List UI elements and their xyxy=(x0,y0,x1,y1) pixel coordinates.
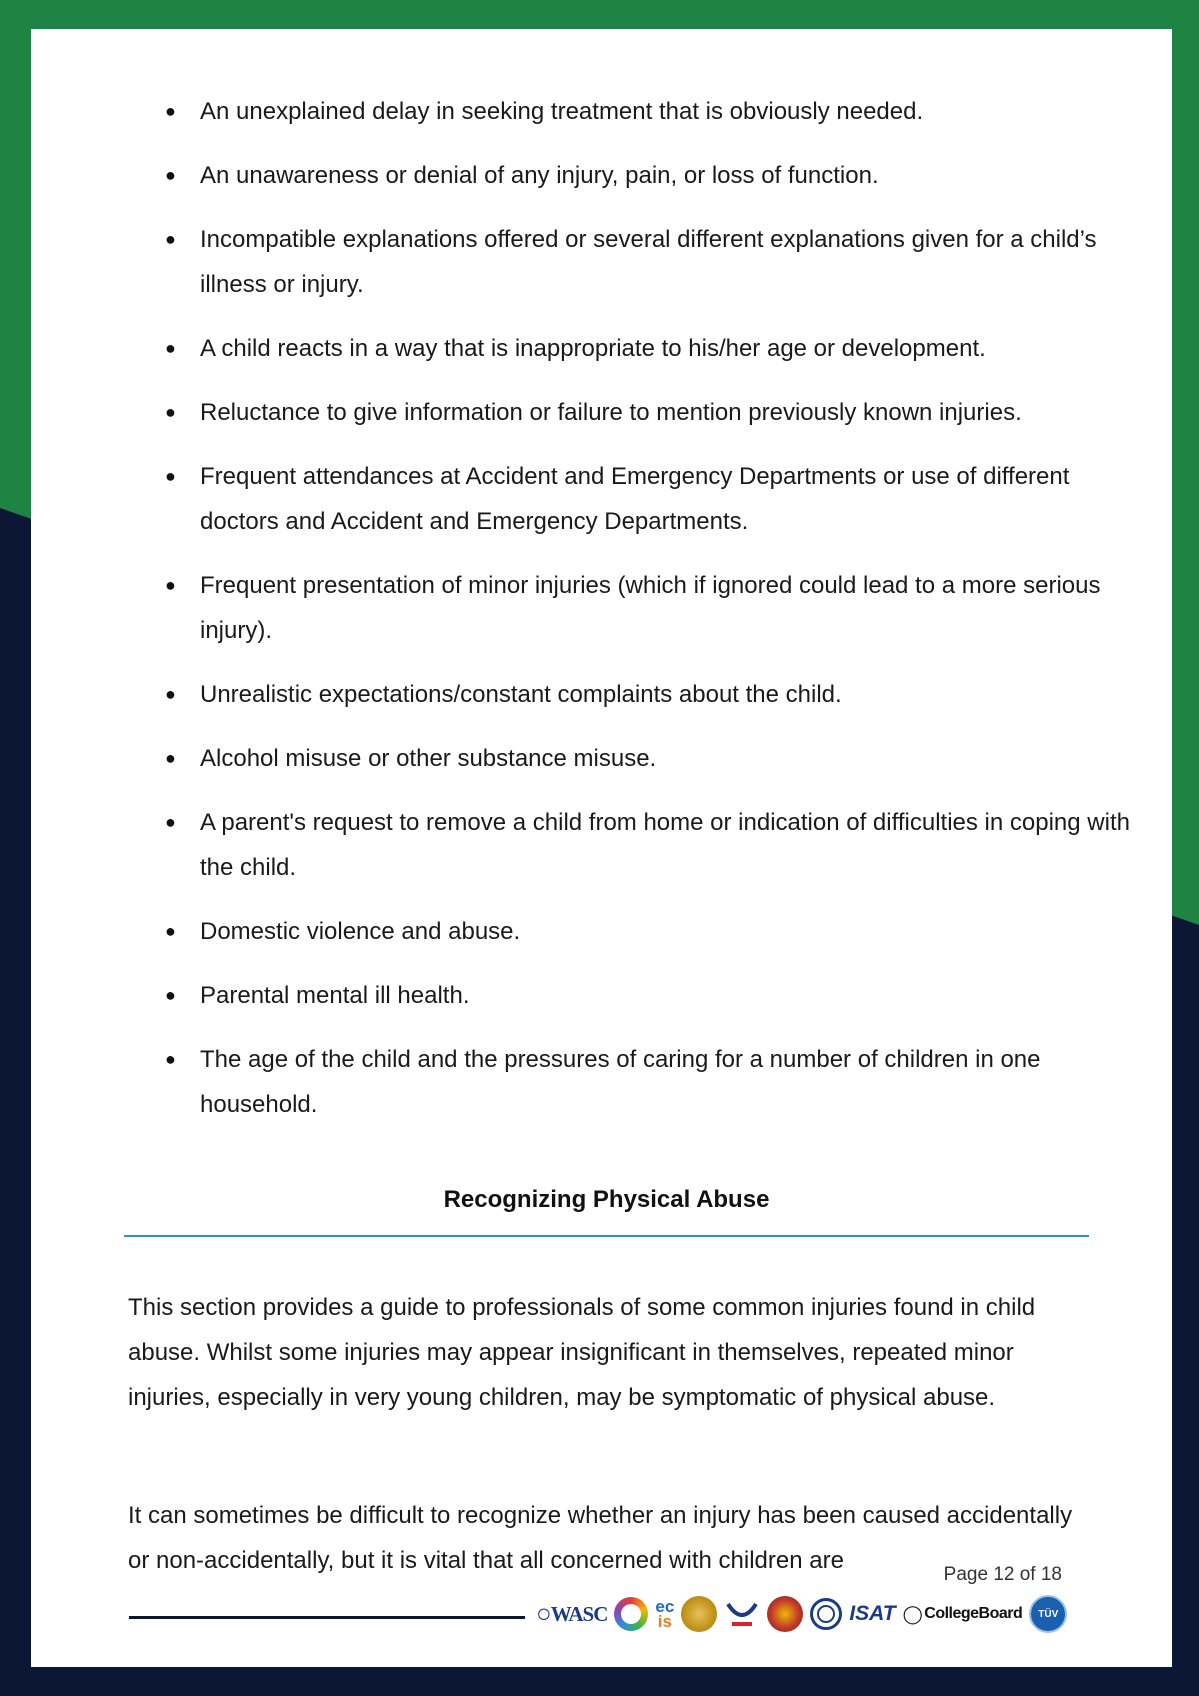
bullet-item xyxy=(31,89,1135,134)
bullet-item xyxy=(31,153,1135,198)
ecis-logo-bottom: is xyxy=(657,1612,672,1631)
bullet-dot: ● xyxy=(165,466,176,486)
bullet-text: Reluctance to give information or failure to mention previously known injuries. xyxy=(200,399,1022,426)
wasc-logo-text: WASC xyxy=(550,1601,608,1626)
bullet-dot: ● xyxy=(165,229,176,249)
bullet-list xyxy=(31,89,1172,1146)
paragraph: It can sometimes be difficult to recognize whether an injury has been caused accidentally or non-accidentally, but it is vital that all concerned with children are xyxy=(128,1502,1073,1574)
bullet-text: An unawareness or denial of any injury, pain, or loss of function. xyxy=(200,162,879,189)
bullet-item xyxy=(31,563,1135,653)
bullet-dot: ● xyxy=(165,338,176,358)
bullet-text: A child reacts in a way that is inappropriate to his/her age or development. xyxy=(200,335,986,362)
section-heading: Recognizing Physical Abuse xyxy=(443,1186,770,1213)
footer-divider xyxy=(129,1616,525,1619)
wasc-logo: ○ WASC xyxy=(536,1599,608,1628)
bullet-text: Frequent attendances at Accident and Emergency Departments or use of different doctors and Accident and Emergency Departments. xyxy=(200,463,1070,535)
bullet-item xyxy=(31,326,1135,371)
bullet-dot: ● xyxy=(165,575,176,595)
bullet-dot: ● xyxy=(165,101,176,121)
collegeboard-logo: ◯ CollegeBoard xyxy=(902,1603,1023,1624)
bullet-text: Unrealistic expectations/constant complaints about the child. xyxy=(200,681,842,708)
bullet-dot: ● xyxy=(165,1049,176,1069)
bullet-item xyxy=(31,672,1135,717)
bullet-dot: ● xyxy=(165,985,176,1005)
paragraph: This section provides a guide to professionals of some common injuries found in child abuse. Whilst some injuries may appear insignificant in themselves, repeated minor injuries, especially in very young children, may be symptomatic of physical abuse. xyxy=(128,1294,1036,1411)
page-number: Page 12 of 18 xyxy=(938,1563,1062,1587)
bullet-text: A parent's request to remove a child from home or indication of difficulties in coping with the child. xyxy=(200,809,1130,881)
smk-emblem xyxy=(724,1596,760,1632)
ecis-logo-top: ec xyxy=(655,1597,675,1616)
bullet-text: The age of the child and the pressures of caring for a number of children in one household. xyxy=(200,1046,1041,1118)
ecis-logo xyxy=(655,1599,674,1629)
bullet-dot: ● xyxy=(165,812,176,832)
gold-seal-logo xyxy=(681,1596,717,1632)
bullet-dot: ● xyxy=(165,402,176,422)
collegeboard-logo-text: CollegeBoard xyxy=(924,1605,1023,1622)
accreditation-logos xyxy=(536,1592,1121,1636)
isat-logo: ISAT xyxy=(849,1602,896,1625)
red-seal-logo xyxy=(767,1596,803,1632)
bullet-item xyxy=(31,909,1135,954)
document-page xyxy=(31,29,1172,1667)
bullet-item xyxy=(31,1037,1135,1127)
bullet-text: An unexplained delay in seeking treatment that is obviously needed. xyxy=(200,98,924,125)
bullet-text: Domestic violence and abuse. xyxy=(200,918,521,945)
bullet-item xyxy=(31,217,1135,307)
bullet-text: Alcohol misuse or other substance misuse. xyxy=(200,745,657,772)
bullet-text: Frequent presentation of minor injuries (which if ignored could lead to a more serious injury). xyxy=(200,572,1101,644)
bullet-item xyxy=(31,736,1135,781)
bullet-dot: ● xyxy=(165,921,176,941)
bullet-dot: ● xyxy=(165,165,176,185)
globe-logo xyxy=(810,1598,842,1630)
bullet-item xyxy=(31,454,1135,544)
bullet-item xyxy=(31,973,1135,1018)
bullet-item xyxy=(31,800,1135,890)
bullet-text: Parental mental ill health. xyxy=(200,982,470,1009)
heading-divider xyxy=(124,1235,1089,1237)
bullet-dot: ● xyxy=(165,748,176,768)
cis-logo xyxy=(614,1597,648,1631)
smk-logo xyxy=(724,1596,760,1632)
bullet-text: Incompatible explanations offered or several different explanations given for a child’s illness or injury. xyxy=(200,226,1097,298)
bullet-item xyxy=(31,390,1135,435)
bullet-dot: ● xyxy=(165,684,176,704)
tuv-logo: TÜV xyxy=(1029,1595,1067,1633)
